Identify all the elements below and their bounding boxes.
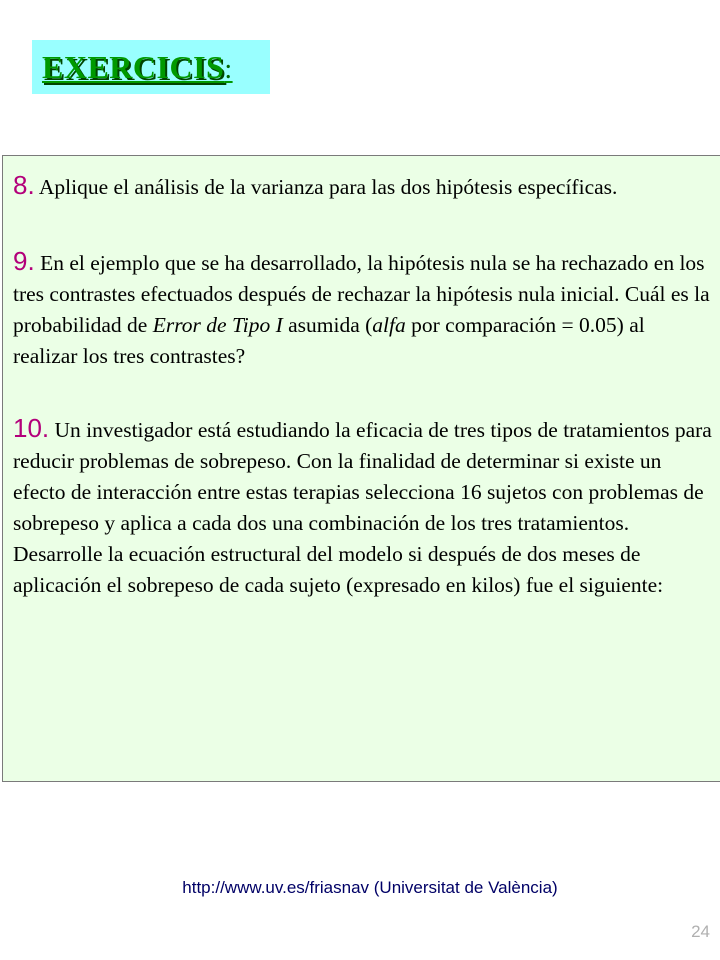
exercise-number: 8.: [13, 170, 35, 200]
footer-url[interactable]: http://www.uv.es/friasnav (Universitat de València): [182, 878, 558, 897]
page-title: [42, 50, 233, 87]
page-number: 24: [691, 922, 710, 941]
exercise-text: En el ejemplo que se ha desarrollado, la hipótesis nula se ha rechazado en los tres contrastes efectuados después de rechazar la hipótesis nula inicial. Cuál es la probabilidad de: [13, 251, 710, 337]
exercise-8: [13, 170, 713, 203]
exercise-number: 9.: [13, 246, 35, 276]
page-title-colon: :: [224, 54, 233, 85]
exercise-panel: [2, 155, 720, 782]
exercise-10: [13, 413, 713, 601]
exercise-text: Un investigador está estudiando la eficacia de tres tipos de tratamientos para reducir problemas de sobrepeso. Con la finalidad de determinar si existe un efecto de interacción entre estas terapias selecciona 16 sujetos con problemas de sobrepeso y aplica a cada dos una combinación de los tres tratamientos. Desarrolle la ecuación estructural del modelo si después de dos meses de aplicación el sobrepeso de cada sujeto (expresado en kilos) fue el siguiente:: [13, 418, 712, 597]
exercise-italic-term: alfa: [372, 313, 406, 337]
page-title-text: EXERCICIS: [42, 49, 225, 85]
exercise-text: por comparación = 0.05) al realizar los tres contrastes?: [13, 313, 645, 368]
title-box: [32, 40, 270, 94]
exercise-italic-term: Error de Tipo I: [152, 313, 283, 337]
exercise-text: Aplique el análisis de la varianza para las dos hipótesis específicas.: [38, 175, 618, 199]
exercise-text: asumida (: [288, 313, 373, 337]
exercise-number: 10.: [13, 413, 50, 443]
exercise-9: [13, 246, 713, 372]
